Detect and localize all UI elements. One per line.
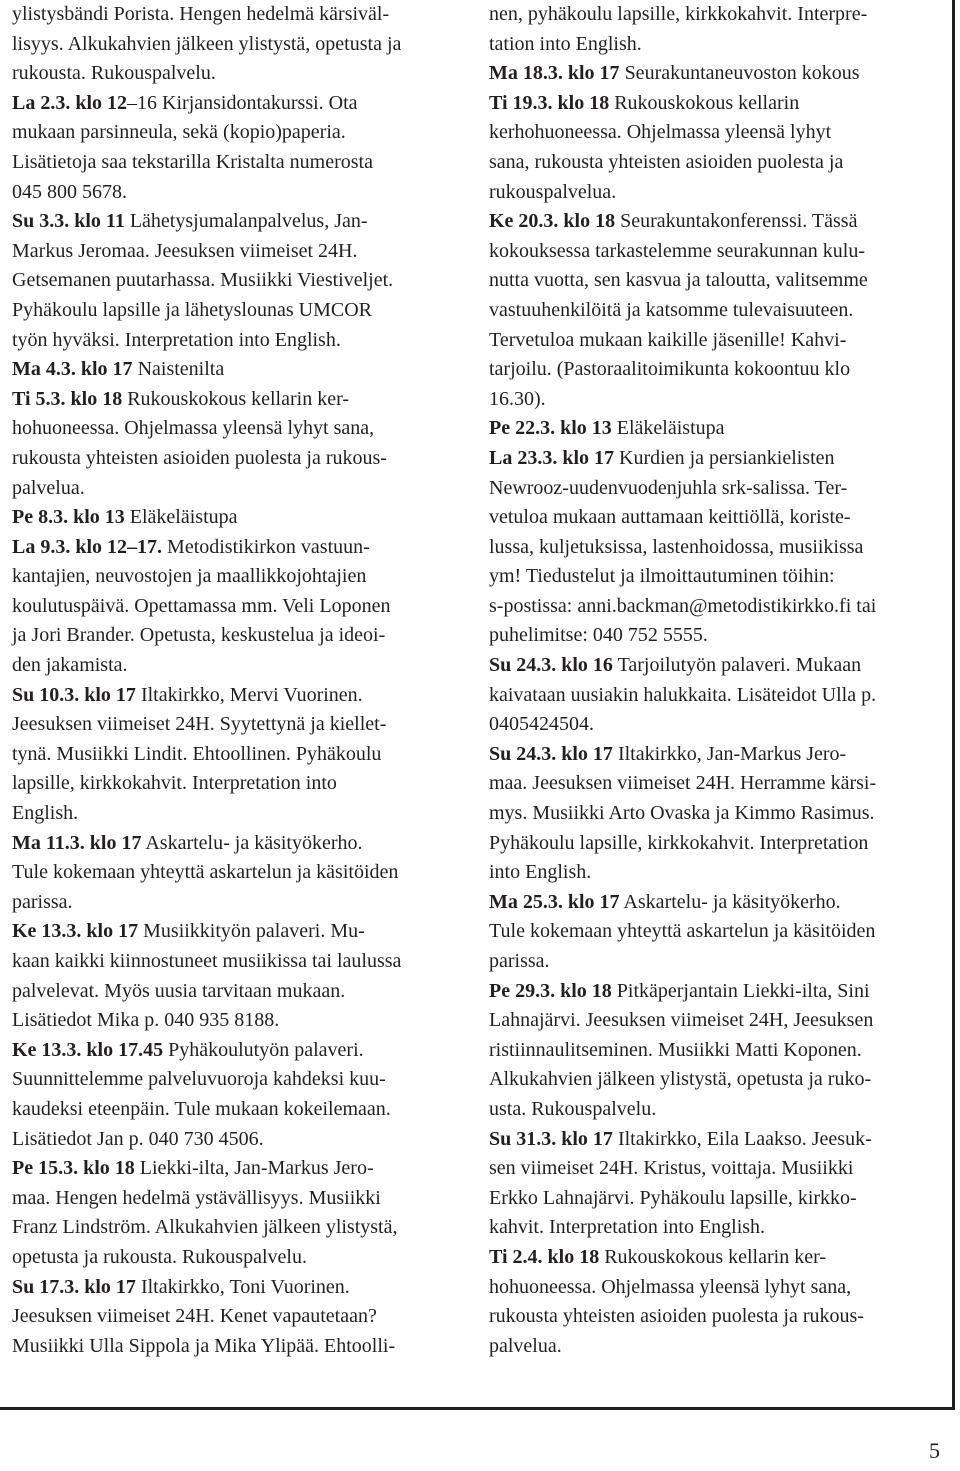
text-line <box>12 858 480 888</box>
line-text: 16.30). <box>489 387 546 410</box>
line-text: rukousta yhteisten asioiden puolesta ja rukous- <box>489 1305 864 1328</box>
line-text: kantajien, neuvostojen ja maallikkojohtajien <box>12 565 367 588</box>
line-text: Metodistikirkon vastuun- <box>162 535 370 558</box>
line-text: Jeesuksen viimeiset 24H. Kenet vapautetaan? <box>12 1305 377 1328</box>
text-line <box>12 947 480 977</box>
line-text: Eläkeläistupa <box>611 417 725 440</box>
line-text: työn hyväksi. Interpretation into English. <box>12 328 341 351</box>
text-line <box>12 59 480 89</box>
line-text: kahvit. Interpretation into English. <box>489 1216 766 1239</box>
line-text: Askartelu- ja käsityökerho. <box>619 890 841 913</box>
event-date-time: Su 24.3. klo 16 <box>489 654 613 677</box>
text-line <box>12 1184 480 1214</box>
text-line <box>12 1213 480 1243</box>
line-text: Suunnittelemme palveluvuoroja kahdeksi kuu- <box>12 1068 386 1091</box>
event-date-time: Su 3.3. klo 11 <box>12 210 125 233</box>
event-date-time: Ma 25.3. klo 17 <box>489 890 620 913</box>
text-line <box>489 917 949 947</box>
line-text: Eläkeläistupa <box>124 506 238 529</box>
text-line <box>12 651 480 681</box>
line-text: Iltakirkko, Eila Laakso. Jeesuk- <box>612 1127 872 1150</box>
text-line <box>12 799 480 829</box>
text-line <box>489 621 949 651</box>
line-text: English. <box>12 802 79 825</box>
text-line <box>489 1332 949 1362</box>
line-text: maa. Jeesuksen viimeiset 24H. Herramme kärsi- <box>489 772 877 795</box>
event-date-time: Ma 11.3. klo 17 <box>12 831 142 854</box>
line-text: Lähetysjumalanpalvelus, Jan- <box>124 210 368 233</box>
text-line <box>489 207 949 237</box>
line-text: Liekki-ilta, Jan-Markus Jero- <box>134 1157 374 1180</box>
text-line <box>489 414 949 444</box>
line-text: palvelua. <box>489 1334 562 1357</box>
line-text: Rukouskokous kellarin <box>609 91 800 114</box>
event-date-time: Pe 8.3. klo 13 <box>12 506 125 529</box>
text-line <box>489 710 949 740</box>
text-line <box>489 1302 949 1332</box>
line-text: Lisätiedot Mika p. 040 935 8188. <box>12 1009 280 1032</box>
text-line <box>12 148 480 178</box>
right-column <box>489 0 949 1361</box>
line-text: Pyhäkoulu lapsille, kirkkokahvit. Interpretation <box>489 831 869 854</box>
text-line <box>12 1154 480 1184</box>
line-text: parissa. <box>12 890 73 913</box>
text-line <box>12 1332 480 1362</box>
event-date-time: Ma 4.3. klo 17 <box>12 358 133 381</box>
event-date-time: La 9.3. klo 12–17. <box>12 535 163 558</box>
line-text: kaan kaikki kiinnostuneet musiikissa tai laulussa <box>12 950 402 972</box>
event-date-time: Ti 19.3. klo 18 <box>489 91 610 114</box>
line-text: Tule kokemaan yhteyttä askartelun ja käsitöiden <box>12 861 399 884</box>
line-text: Newrooz-uudenvuodenjuhla srk-salissa. Ter- <box>489 476 848 499</box>
text-line <box>489 1273 949 1303</box>
line-text: maa. Hengen hedelmä ystävällisyys. Musiikki <box>12 1186 381 1209</box>
line-text: Pitkäperjantain Liekki-ilta, Sini <box>611 979 870 1002</box>
text-line <box>12 503 480 533</box>
line-text: Rukouskokous kellarin ker- <box>599 1245 827 1268</box>
text-line <box>489 148 949 178</box>
line-text: kaivataan uusiakin halukkaita. Lisäteidot Ulla p. <box>489 683 877 706</box>
text-line <box>12 1006 480 1036</box>
event-date-time: Ti 2.4. klo 18 <box>489 1245 600 1268</box>
text-line <box>12 0 480 30</box>
text-line <box>489 178 949 208</box>
text-line <box>12 237 480 267</box>
left-column <box>12 0 480 1361</box>
text-line <box>12 621 480 651</box>
line-text: Pyhäkoulu lapsille ja lähetyslounas UMCOR <box>12 298 372 321</box>
text-line <box>12 592 480 622</box>
line-text: den jakamista. <box>12 654 128 677</box>
text-line <box>489 1243 949 1273</box>
text-line <box>12 296 480 326</box>
line-text: kerhohuoneessa. Ohjelmassa yleensä lyhyt <box>489 121 832 144</box>
text-line <box>489 651 949 681</box>
line-text: lisyys. Alkukahvien jälkeen ylistystä, opetusta ja <box>12 32 402 55</box>
line-text: Rukouskokous kellarin ker- <box>122 387 350 410</box>
event-date-time: Su 31.3. klo 17 <box>489 1127 613 1150</box>
line-text: Iltakirkko, Jan-Markus Jero- <box>612 742 847 765</box>
line-text: sen viimeiset 24H. Kristus, voittaja. Musiikki <box>489 1157 854 1180</box>
line-text: Markus Jeromaa. Jeesuksen viimeiset 24H. <box>12 239 358 262</box>
line-text: Seurakuntaneuvoston kokous <box>619 62 860 85</box>
event-date-time: Pe 22.3. klo 13 <box>489 417 612 440</box>
text-line <box>12 829 480 859</box>
event-date-time: Ke 13.3. klo 17.45 <box>12 1038 164 1061</box>
text-line <box>489 947 949 977</box>
text-line <box>489 1184 949 1214</box>
line-text: nen, pyhäkoulu lapsille, kirkkokahvit. Interpre- <box>489 3 868 25</box>
line-text: Kurdien ja persiankielisten <box>614 446 835 469</box>
text-line <box>489 266 949 296</box>
line-text: Iltakirkko, Mervi Vuorinen. <box>135 683 363 706</box>
line-text: lapsille, kirkkokahvit. Interpretation into <box>12 772 337 795</box>
line-text: Lisätiedot Jan p. 040 730 4506. <box>12 1127 264 1150</box>
line-text: mys. Musiikki Arto Ovaska ja Kimmo Rasimus. <box>489 802 875 825</box>
line-text: Pyhäkoulutyön palaveri. <box>163 1038 364 1061</box>
line-text: Franz Lindström. Alkukahvien jälkeen ylistystä, <box>12 1216 398 1239</box>
event-date-time: Pe 29.3. klo 18 <box>489 979 612 1002</box>
page-number: 5 <box>929 1438 940 1463</box>
line-text: rukousta yhteisten asioiden puolesta ja rukous- <box>12 446 387 469</box>
text-line <box>12 769 480 799</box>
text-line <box>12 710 480 740</box>
text-line <box>489 444 949 474</box>
text-line <box>489 118 949 148</box>
event-date-time: Pe 15.3. klo 18 <box>12 1157 135 1180</box>
line-text: hohuoneessa. Ohjelmassa yleensä lyhyt sana, <box>489 1275 852 1298</box>
line-text: 045 800 5678. <box>12 180 127 203</box>
line-text: lussa, kuljetuksissa, lastenhoidossa, musiikissa <box>489 535 864 558</box>
line-text: koulutuspäivä. Opettamassa mm. Veli Loponen <box>12 594 391 617</box>
line-text: opetusta ja rukousta. Rukouspalvelu. <box>12 1245 307 1268</box>
text-line <box>12 681 480 711</box>
text-line <box>489 237 949 267</box>
text-line <box>489 769 949 799</box>
text-line <box>489 799 949 829</box>
line-text: vetuloa mukaan auttamaan keittiöllä, koriste- <box>489 506 851 529</box>
line-text: tarjoilu. (Pastoraalitoimikunta kokoontuu klo <box>489 358 851 381</box>
line-text: s-postissa: anni.backman@metodistikirkko.fi tai <box>489 594 877 617</box>
text-line <box>489 474 949 504</box>
text-line <box>12 1065 480 1095</box>
line-text: Seurakuntakonferenssi. Tässä <box>615 210 858 233</box>
text-line <box>12 207 480 237</box>
text-line <box>489 1036 949 1066</box>
event-date-time: Ti 5.3. klo 18 <box>12 387 123 410</box>
line-text: Tervetuloa mukaan kaikille jäsenille! Kahvi- <box>489 328 847 351</box>
text-line <box>12 178 480 208</box>
text-line <box>489 503 949 533</box>
line-text: kokouksessa tarkastelemme seurakunnan kulu- <box>489 239 866 262</box>
event-date-time: Ke 20.3. klo 18 <box>489 210 616 233</box>
text-line <box>489 1006 949 1036</box>
text-line <box>489 1095 949 1125</box>
line-text: vastuuhenkilöitä ja katsomme tulevaisuuteen. <box>489 298 854 321</box>
event-date-time: Su 24.3. klo 17 <box>489 742 613 765</box>
line-text: Alkukahvien jälkeen ylistystä, opetusta ja ruko- <box>489 1068 872 1091</box>
line-text: Getsemanen puutarhassa. Musiikki Viestiveljet. <box>12 269 394 292</box>
text-line <box>12 118 480 148</box>
line-text: ja Jori Brander. Opetusta, keskustelua ja ideoi- <box>12 624 386 647</box>
line-text: Musiikki Ulla Sippola ja Mika Ylipää. Ehtoolli- <box>12 1334 396 1357</box>
text-line <box>12 533 480 563</box>
text-line <box>489 385 949 415</box>
event-date-time: Su 10.3. klo 17 <box>12 683 136 706</box>
line-text: rukousta. Rukouspalvelu. <box>12 62 216 85</box>
text-line <box>489 888 949 918</box>
line-text: palvelevat. Myös uusia tarvitaan mukaan. <box>12 979 346 1002</box>
text-line <box>12 1125 480 1155</box>
text-line <box>12 30 480 60</box>
line-text: palvelua. <box>12 476 85 499</box>
line-text: rukouspalvelua. <box>489 180 617 203</box>
event-date-time: Su 17.3. klo 17 <box>12 1275 136 1298</box>
text-line <box>12 414 480 444</box>
text-line <box>12 740 480 770</box>
text-line <box>12 1302 480 1332</box>
line-text: Lahnajärvi. Jeesuksen viimeiset 24H, Jeesuksen <box>489 1009 874 1032</box>
text-line <box>12 1273 480 1303</box>
line-text: –16 Kirjansidontakurssi. Ota <box>127 91 358 114</box>
line-text: 0405424504. <box>489 713 594 736</box>
text-line <box>12 1243 480 1273</box>
line-text: sana, rukousta yhteisten asioiden puolesta ja <box>489 150 844 173</box>
line-text: mukaan parsinneula, sekä (kopio)paperia. <box>12 121 346 144</box>
line-text: parissa. <box>489 950 550 972</box>
text-line <box>489 829 949 859</box>
text-line <box>489 592 949 622</box>
line-text: Jeesuksen viimeiset 24H. Syytettynä ja kiellet- <box>12 713 387 736</box>
text-line <box>12 89 480 119</box>
text-line <box>12 355 480 385</box>
event-date-time: La 23.3. klo 17 <box>489 446 615 469</box>
text-line <box>12 266 480 296</box>
text-line <box>489 681 949 711</box>
event-date-time: Ma 18.3. klo 17 <box>489 62 620 85</box>
text-line <box>489 740 949 770</box>
text-line <box>489 1213 949 1243</box>
text-line <box>12 385 480 415</box>
text-line <box>489 89 949 119</box>
text-line <box>489 533 949 563</box>
line-text: usta. Rukouspalvelu. <box>489 1097 657 1120</box>
text-line <box>489 977 949 1007</box>
line-text: Lisätietoja saa tekstarilla Kristalta numerosta <box>12 150 373 173</box>
text-line <box>12 888 480 918</box>
line-text: Naistenilta <box>132 358 225 381</box>
text-line <box>489 1065 949 1095</box>
line-text: into English. <box>489 861 592 884</box>
text-line <box>12 917 480 947</box>
line-text: Tule kokemaan yhteyttä askartelun ja käsitöiden <box>489 920 876 943</box>
text-line <box>489 355 949 385</box>
text-line <box>489 326 949 356</box>
text-line <box>489 1125 949 1155</box>
text-line <box>489 30 949 60</box>
text-line <box>12 977 480 1007</box>
line-text: ylistysbändi Porista. Hengen hedelmä kärsiväl- <box>12 3 390 25</box>
text-line <box>12 474 480 504</box>
text-line <box>489 858 949 888</box>
text-line <box>489 59 949 89</box>
line-text: Askartelu- ja käsityökerho. <box>141 831 363 854</box>
text-line <box>12 1036 480 1066</box>
line-text: puhelimitse: 040 752 5555. <box>489 624 708 647</box>
line-text: nutta vuotta, sen kasvua ja taloutta, valitsemme <box>489 269 868 292</box>
line-text: Erkko Lahnajärvi. Pyhäkoulu lapsille, kirkko- <box>489 1186 857 1209</box>
text-line <box>12 326 480 356</box>
event-date-time: Ke 13.3. klo 17 <box>12 920 139 943</box>
text-line <box>489 296 949 326</box>
line-text: ristiinnaulitseminen. Musiikki Matti Koponen. <box>489 1038 862 1061</box>
event-date-time: La 2.3. klo 12 <box>12 91 128 114</box>
line-text: tynä. Musiikki Lindit. Ehtoollinen. Pyhäkoulu <box>12 742 382 765</box>
text-line <box>12 444 480 474</box>
line-text: tation into English. <box>489 32 642 55</box>
line-text: Tarjoilutyön palaveri. Mukaan <box>612 654 862 677</box>
line-text: hohuoneessa. Ohjelmassa yleensä lyhyt sana, <box>12 417 375 440</box>
text-line <box>12 1095 480 1125</box>
text-line <box>12 562 480 592</box>
text-line <box>489 0 949 30</box>
text-line <box>489 562 949 592</box>
line-text: kaudeksi eteenpäin. Tule mukaan kokeilemaan. <box>12 1097 391 1120</box>
text-line <box>489 1154 949 1184</box>
line-text: Musiikkityön palaveri. Mu- <box>138 920 365 943</box>
line-text: Iltakirkko, Toni Vuorinen. <box>135 1275 350 1298</box>
line-text: ym! Tiedustelut ja ilmoittautuminen töihin: <box>489 565 835 588</box>
